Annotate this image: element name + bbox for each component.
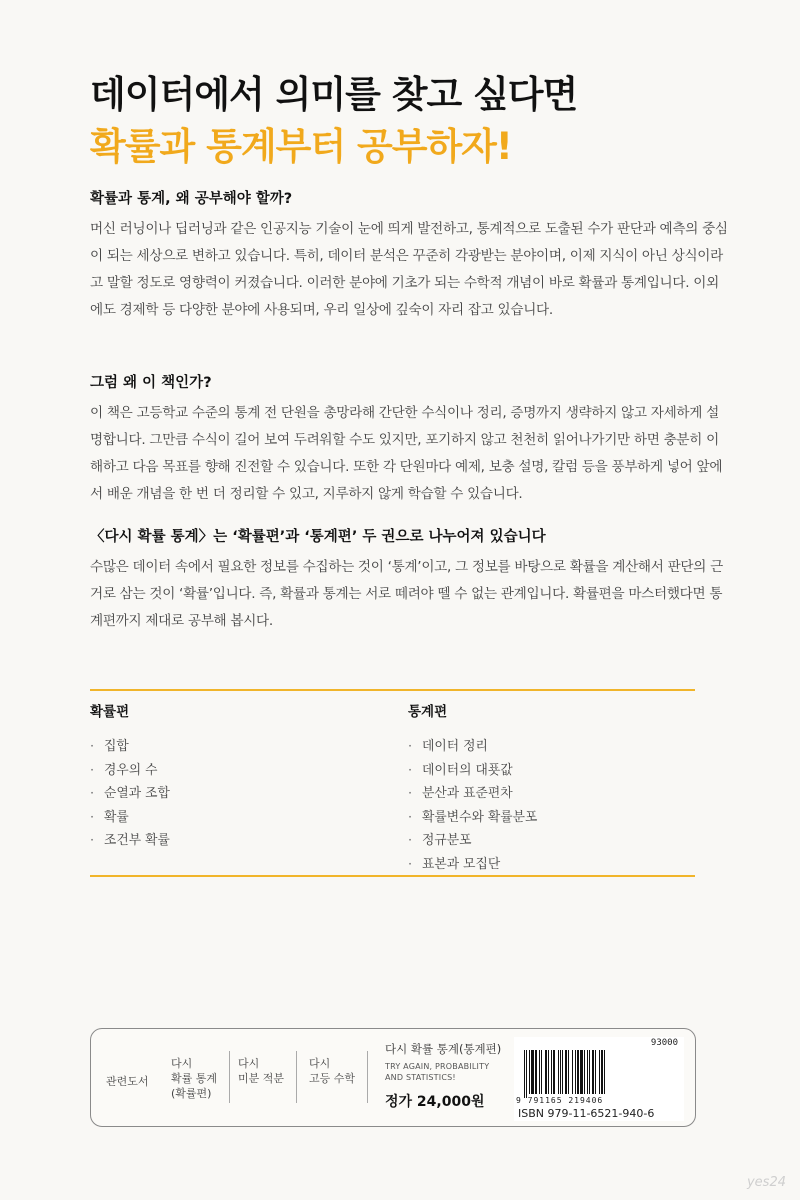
- divider: [229, 1051, 230, 1103]
- divider: [296, 1051, 297, 1103]
- related-books-label: 관련도서: [106, 1075, 149, 1088]
- section-body: 머신 러닝이나 딥러닝과 같은 인공지능 기술이 눈에 띄게 발전하고, 통계적으로 도출된 수가 판단과 예측의 중심이 되는 세상으로 변하고 있습니다. 특히, 데이터 분석은 꾸준히 각광받는 분야이며, 이제 지식이 아닌 상식이라고 말할 정도로 영향력이 커졌습니다. 이러한 분야에 기초가 되는 수학적 개념이 바로 확률과 통계입니다. 이외에도 경제학 등 다양한 분야에 사용되며, 우리 일상에 깊숙이 자리 잡고 있습니다.: [90, 221, 728, 318]
- toc-item: · 순열과 조합: [90, 786, 170, 801]
- toc-item: · 데이터의 대푯값: [408, 762, 513, 778]
- barcode: [514, 1037, 684, 1121]
- toc-item: · 조건부 확률: [90, 833, 170, 848]
- toc-top-rule: [90, 689, 695, 691]
- section-body: 이 책은 고등학교 수준의 통계 전 단원을 총망라해 간단한 수식이나 정리, 증명까지 생략하지 않고 자세하게 설명합니다. 그만큼 수식이 길어 보여 두려워할 수도 있지만, 포기하지 않고 천천히 읽어나가기만 하면 충분히 이해하고 다음 목표를 향해 진전할 수 있습니다. 또한 각 단원마다 예제, 보충 설명, 칼럼 등을 풍부하게 넣어 앞에서 배운 개념을 한 번 더 정리할 수 있고, 지루하지 않게 학습할 수 있습니다.: [90, 405, 723, 502]
- toc-item: · 경우의 수: [90, 762, 158, 778]
- toc-item: · 집합: [90, 739, 129, 754]
- section-why-study: [90, 188, 730, 324]
- section-why-this-book: [90, 372, 730, 508]
- section-two-volumes: [90, 526, 730, 635]
- toc-statistics: [408, 702, 537, 876]
- addon-code: 93000: [650, 1038, 678, 1048]
- this-book-title: 다시 확률 통계(통계편): [385, 1042, 502, 1056]
- headline-line-1: 데이터에서 의미를 찾고 싶다면: [90, 73, 578, 116]
- toc-probability: [90, 702, 170, 853]
- related-book-calculus: 다시 미분 적분: [238, 1057, 285, 1085]
- toc-title: 통계편: [408, 704, 448, 720]
- toc-item: · 데이터 정리: [408, 739, 488, 754]
- headline: [90, 70, 730, 172]
- headline-line-2: 확률과 통계부터 공부하자!: [90, 125, 512, 168]
- section-question: 확률과 통계, 왜 공부해야 할까?: [90, 191, 293, 207]
- section-question: 그럼 왜 이 책인가?: [90, 375, 212, 391]
- divider: [367, 1051, 368, 1103]
- toc-title: 확률편: [90, 704, 130, 720]
- section-body: 수많은 데이터 속에서 필요한 정보를 수집하는 것이 ‘통계’이고, 그 정보를 바탕으로 확률을 계산해서 판단의 근거로 삼는 것이 ‘확률’입니다. 즉, 확률과 통계는 서로 떼려야 뗄 수 없는 관계입니다. 확률편을 마스터했다면 통계편까지 제대로 공부해 봅시다.: [90, 559, 723, 629]
- barcode-digits: 9 791165 219406: [516, 1096, 604, 1105]
- isbn: ISBN 979-11-6521-940-6: [518, 1107, 655, 1120]
- toc-item: · 분산과 표준편차: [408, 786, 513, 801]
- section-question: 〈다시 확률 통계〉는 ‘확률편’과 ‘통계편’ 두 권으로 나누어져 있습니다: [90, 529, 546, 545]
- related-book-probability: 다시 확률 통계 (확률편): [171, 1057, 218, 1100]
- toc-item: · 확률변수와 확률분포: [408, 809, 538, 825]
- toc-item: · 표본과 모집단: [408, 856, 501, 872]
- price: 정가 24,000원: [385, 1094, 485, 1110]
- this-book-info: [385, 1041, 501, 1111]
- watermark: yes24: [746, 1175, 786, 1190]
- barcode-bars-icon: [524, 1050, 674, 1096]
- toc-bottom-rule: [90, 875, 695, 877]
- book-info-box: [90, 1028, 696, 1127]
- this-book-english-title: TRY AGAIN, PROBABILITY AND STATISTICS!: [385, 1062, 490, 1082]
- related-book-high-school-math: 다시 고등 수학: [309, 1057, 356, 1085]
- toc-item: · 정규분포: [408, 833, 472, 848]
- toc-item: · 확률: [90, 809, 129, 825]
